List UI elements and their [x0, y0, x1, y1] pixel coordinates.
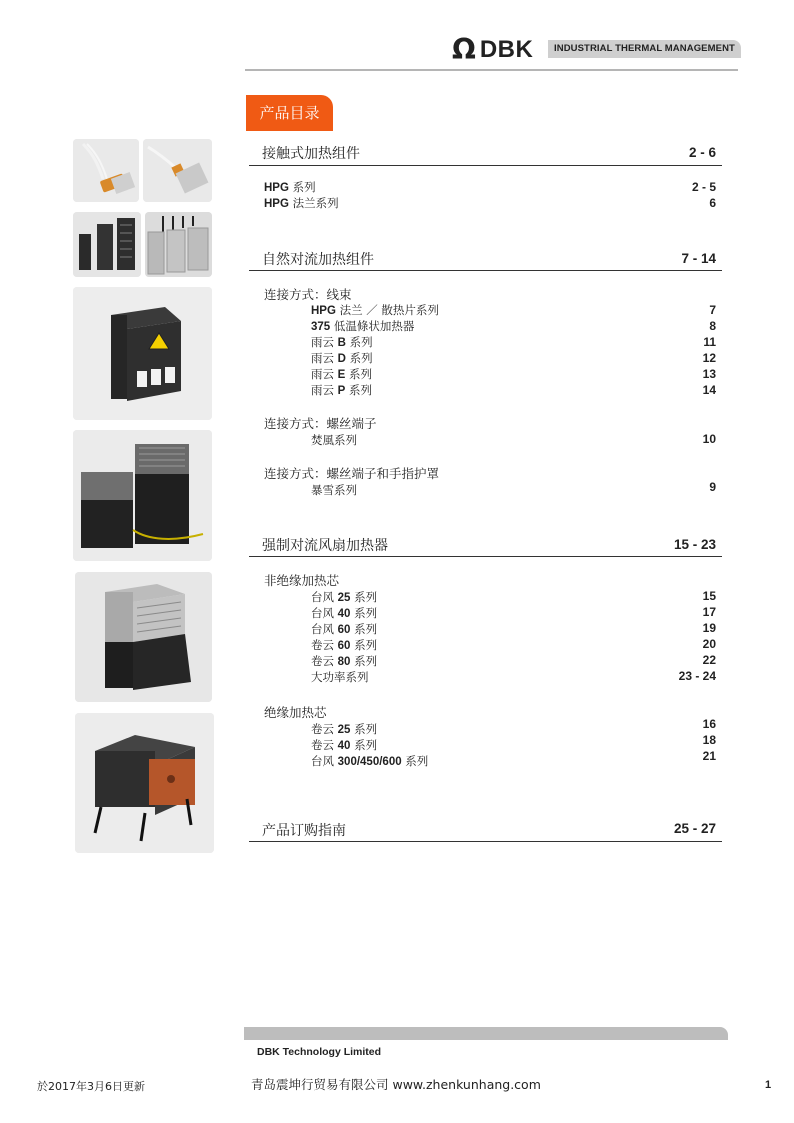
- list-item: 雨云 P 系列: [311, 383, 372, 397]
- list-item: 卷云 60 系列: [311, 638, 378, 652]
- footer-bar: [244, 1027, 728, 1040]
- list-item: 卷云 80 系列: [311, 654, 378, 668]
- list-item-page: 13: [702, 367, 716, 381]
- tagline: INDUSTRIAL THERMAL MANAGEMENT: [548, 40, 741, 58]
- product-image-heatsink-silver: [145, 212, 212, 277]
- group-heading: 连接方式：螺丝端子: [264, 416, 377, 431]
- section-divider: [249, 270, 722, 271]
- product-image-snowstorm-heater: [73, 287, 212, 420]
- list-item: 雨云 B 系列: [311, 335, 373, 349]
- list-item-page: 19: [702, 621, 716, 635]
- group-heading: 连接方式：螺丝端子和手指护罩: [264, 466, 440, 481]
- list-item: 台风 300/450/600 系列: [311, 754, 429, 768]
- product-image-typhoon-fan-heater: [75, 572, 212, 702]
- section-pages-natural: 7 - 14: [681, 251, 716, 266]
- section-title-natural: 自然对流加热组件: [262, 252, 374, 268]
- list-item-hpg-flange: HPG 法兰系列: [264, 196, 339, 210]
- product-image-foehn-heaters: [73, 430, 212, 561]
- group-heading: 连接方式：线束: [264, 287, 352, 302]
- list-item-page: 8: [709, 319, 716, 333]
- section-divider: [249, 841, 722, 842]
- toc-tab: 产品目录: [246, 95, 333, 131]
- list-item: 卷云 25 系列: [311, 722, 378, 736]
- list-item-page: 7: [709, 303, 716, 317]
- distributor-info: 青岛震坤行贸易有限公司 www.zhenkunhang.com: [251, 1077, 541, 1092]
- list-item-page: 15: [702, 589, 716, 603]
- omega-icon: Ω: [452, 33, 476, 66]
- list-item: 台风 40 系列: [311, 606, 378, 620]
- product-image-heatsink-black: [73, 212, 141, 277]
- company-name: DBK Technology Limited: [257, 1046, 382, 1058]
- list-item-page: 16: [702, 717, 716, 731]
- page-number: 1: [765, 1079, 772, 1091]
- list-item-page: 2 - 5: [691, 180, 716, 194]
- list-item: 大功率系列: [311, 670, 369, 684]
- product-image-hpg-strip: [73, 139, 139, 202]
- list-item: 暴雪系列: [311, 483, 357, 497]
- section-pages-forced: 15 - 23: [673, 537, 716, 552]
- section-divider: [249, 556, 722, 557]
- section-title-forced: 强制对流风扇加热器: [262, 538, 388, 554]
- list-item-page: 9: [709, 480, 716, 494]
- list-item-page: 14: [702, 383, 716, 397]
- list-item-page: 20: [702, 637, 716, 651]
- list-item-page: 11: [703, 335, 716, 349]
- section-pages-contact: 2 - 6: [688, 145, 716, 160]
- group-heading: 绝缘加热芯: [264, 705, 327, 720]
- section-title-ordering: 产品订购指南: [262, 823, 346, 839]
- list-item: 台风 60 系列: [311, 622, 378, 636]
- list-item: 台风 25 系列: [311, 590, 378, 604]
- list-item-page: 6: [709, 196, 716, 210]
- dbk-logo: [452, 33, 534, 66]
- section-title-contact: 接触式加热组件: [262, 146, 360, 162]
- list-item-hpg: HPG 系列: [264, 180, 316, 194]
- product-image-hpg-flange: [143, 139, 212, 202]
- update-date: 於2017年3月6日更新: [37, 1080, 145, 1093]
- list-item-page: 23 - 24: [678, 669, 716, 683]
- list-item: 焚風系列: [311, 433, 357, 447]
- header-divider: [245, 69, 738, 71]
- list-item-page: 21: [702, 749, 716, 763]
- brand-name: DBK: [479, 36, 534, 63]
- product-image-insulated-heater: [75, 713, 214, 853]
- list-item-page: 10: [702, 432, 716, 446]
- list-item: 雨云 E 系列: [311, 367, 372, 381]
- section-divider: [249, 165, 722, 166]
- list-item-page: 17: [702, 605, 716, 619]
- list-item-page: 22: [702, 653, 716, 667]
- group-heading: 非绝缘加热芯: [264, 573, 340, 588]
- list-item-page: 12: [702, 351, 716, 365]
- list-item: HPG 法兰 ／ 散热片系列: [311, 303, 439, 317]
- list-item: 375 低温條状加热器: [311, 319, 415, 333]
- list-item: 卷云 40 系列: [311, 738, 378, 752]
- section-pages-ordering: 25 - 27: [673, 821, 716, 836]
- list-item-page: 18: [702, 733, 716, 747]
- list-item: 雨云 D 系列: [311, 351, 373, 365]
